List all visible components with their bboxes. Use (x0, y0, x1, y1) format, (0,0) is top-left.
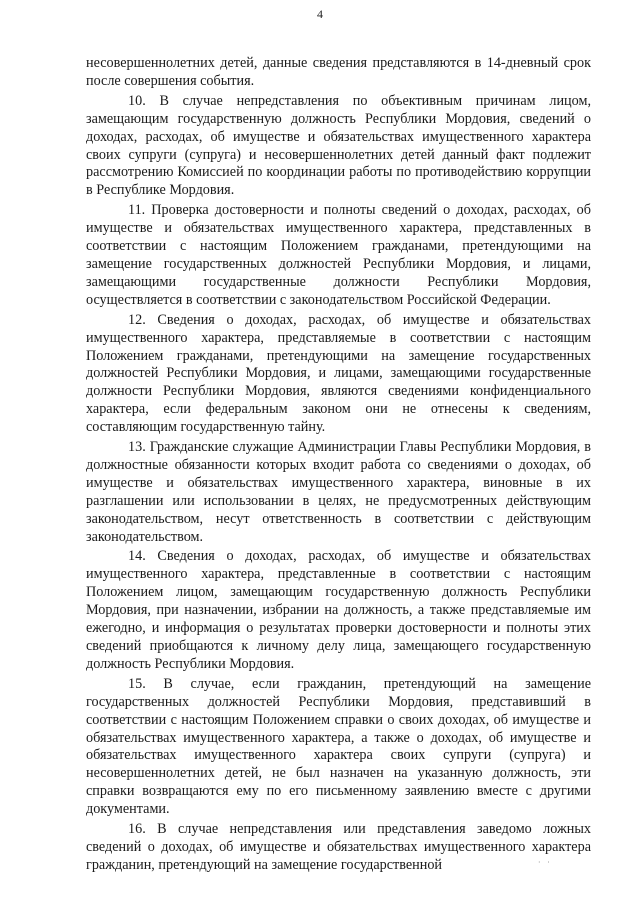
document-body (86, 55, 591, 875)
paragraph-12: 12. Сведения о доходах, расходах, об имуществе и обязательствах имущественного характера, представляемые в соответствии с настоящим Положением гражданами, претендующими на замещение государственных должностей Республики Мордовия, и лицами, замещающими государственные должности Республики Мордовия, являются сведениями конфиденциального характера, если федеральным законом они не отнесены к сведениям, составляющим государственную тайну. (86, 311, 591, 436)
paragraph-11: 11. Проверка достоверности и полноты сведений о доходах, расходах, об имуществе и обязательствах имущественного характера, представленных в соответствии с настоящим Положением гражданами, претендующими на замещение государственных должностей Республики Мордовия, и лицами, замещающими государственные должности Республики Мордовия, осуществляется в соответствии с законодательством Российской Федерации. (86, 202, 591, 308)
paragraph-16: 16. В случае непредставления или представления заведомо ложных сведений о доходах, об имуществе и обязательствах имущественного характера гражданин, претендующий на замещение государственной (86, 821, 591, 873)
paragraph-15: 15. В случае, если гражданин, претендующий на замещение государственных должностей Республики Мордовия, представивший в соответствии с настоящим Положением справки о своих доходах, об имуществе и обязательствах имущественного характера, а также о доходах, об имуществе и обязательствах имущественного характера своих супруги (супруга) и несовершеннолетних детей, не был назначен на указанную должность, эти справки возвращаются ему по его письменному заявлению вместе с другими документами. (86, 675, 591, 818)
paragraph-continuation: несовершеннолетних детей, данные сведения представляются в 14-дневный срок после совершения события. (86, 55, 591, 89)
scan-artifact-dots: · · (538, 858, 552, 867)
page-number: 4 (317, 7, 323, 21)
paragraph-10: 10. В случае непредставления по объективным причинам лицом, замещающим государственную должность Республики Мордовия, сведений о доходах, расходах, об имуществе и обязательствах имущественного характера своих супруги (супруга) и несовершеннолетних детей данный факт подлежит рассмотрению Комиссией по координации работы по противодействию коррупции в Республике Мордовия. (86, 92, 591, 199)
paragraph-13: 13. Гражданские служащие Администрации Главы Республики Мордовия, в должностные обязанности которых входит работа со сведениями о доходах, об имуществе и обязательствах имущественного характера, виновные в их разглашении или использовании в целях, не предусмотренных действующим законодательством, несут ответственность в соответствии с действующим законодательством. (86, 439, 591, 545)
paragraph-14: 14. Сведения о доходах, расходах, об имуществе и обязательствах имущественного характера, представленные в соответствии с настоящим Положением лицом, замещающим государственную должность Республики Мордовия, при назначении, избрании на должность, а также представляемые им ежегодно, и информация о результатах проверки достоверности и полноты этих сведений приобщаются к личному делу лица, замещающего государственную должность Республики Мордовия. (86, 548, 591, 672)
